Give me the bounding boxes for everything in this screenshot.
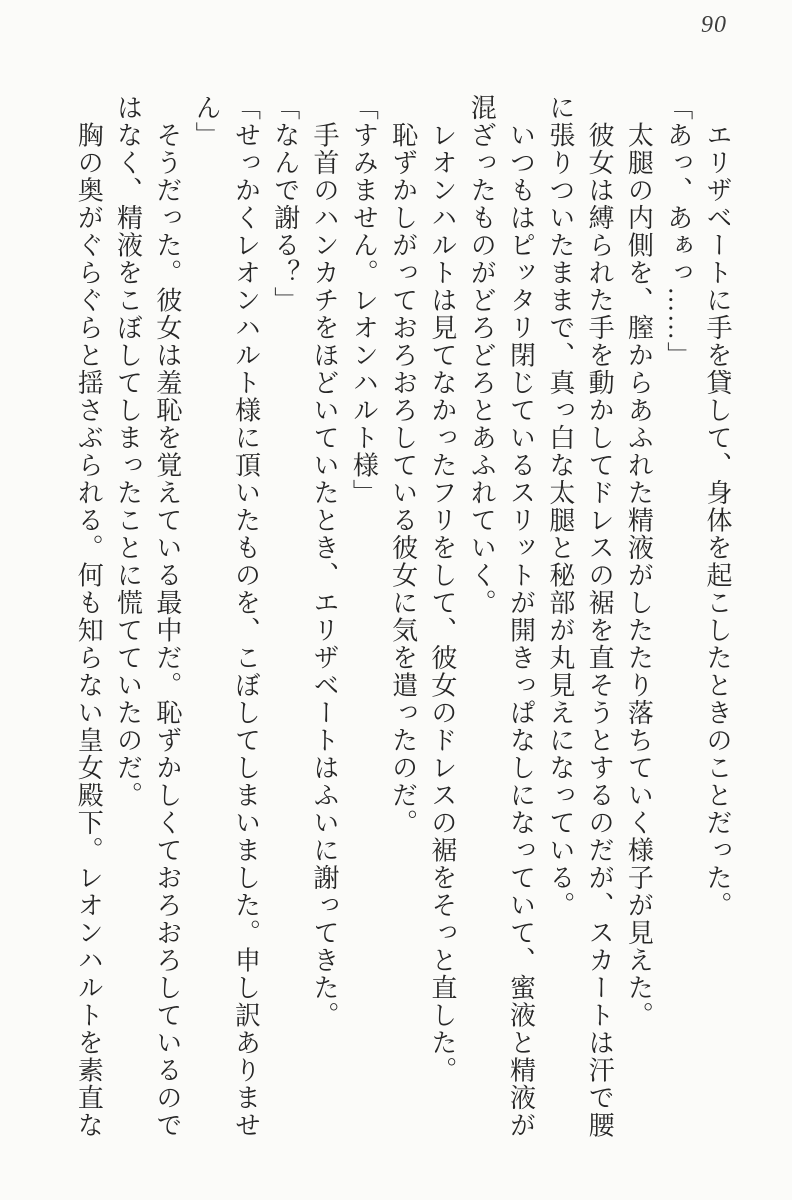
text-line: 恥ずかしがっておろおろしている彼女に気を遣ったのだ。 (388, 94, 418, 837)
text-line: 「なんで謝る？」 (270, 94, 300, 314)
text-line: エリザベートに手を貸して、身体を起こしたときのことだった。 (703, 94, 732, 919)
text-line: 「あっ、あぁっ……」 (663, 94, 693, 369)
text-line: ん」 (192, 94, 222, 149)
text-line: いつもはピッタリ閉じているスリットが開きっぱなしになっていて、蜜液と精液が (506, 94, 536, 1139)
text-line: 胸の奥がぐらぐらと揺さぶられる。何も知らない皇女殿下。レオンハルトを素直な (74, 94, 104, 1139)
page-number: 90 (701, 12, 727, 38)
text-line: はなく、精液をこぼしてしまったことに慌てていたのだ。 (113, 94, 143, 809)
text-line: レオンハルトは見てなかったフリをして、彼女のドレスの裾をそっと直した。 (427, 94, 457, 1084)
text-line: 混ざったものがどろどろとあふれていく。 (467, 94, 497, 617)
text-line: 「せっかくレオンハルト様に頂いたものを、こぼしてしまいました。申し訳ありませ (231, 94, 261, 1139)
text-line: 太腿の内側を、膣からあふれた精液がしたたり落ちていく様子が見えた。 (624, 94, 654, 1029)
text-line: そうだった。彼女は羞恥を覚えている最中だ。恥ずかしくておろおろしているので (152, 94, 182, 1139)
text-line: 彼女は縛られた手を動かしてドレスの裾を直そうとするのだが、スカートは汗で腰 (585, 94, 615, 1139)
text-line: に張りついたままで、真っ白な太腿と秘部が丸見えになっている。 (545, 94, 575, 919)
text-block (69, 94, 737, 1146)
text-line: 「すみません。レオンハルト様」 (349, 94, 379, 507)
text-line: 手首のハンカチをほどいていたとき、エリザベートはふいに謝ってきた。 (310, 94, 340, 1029)
